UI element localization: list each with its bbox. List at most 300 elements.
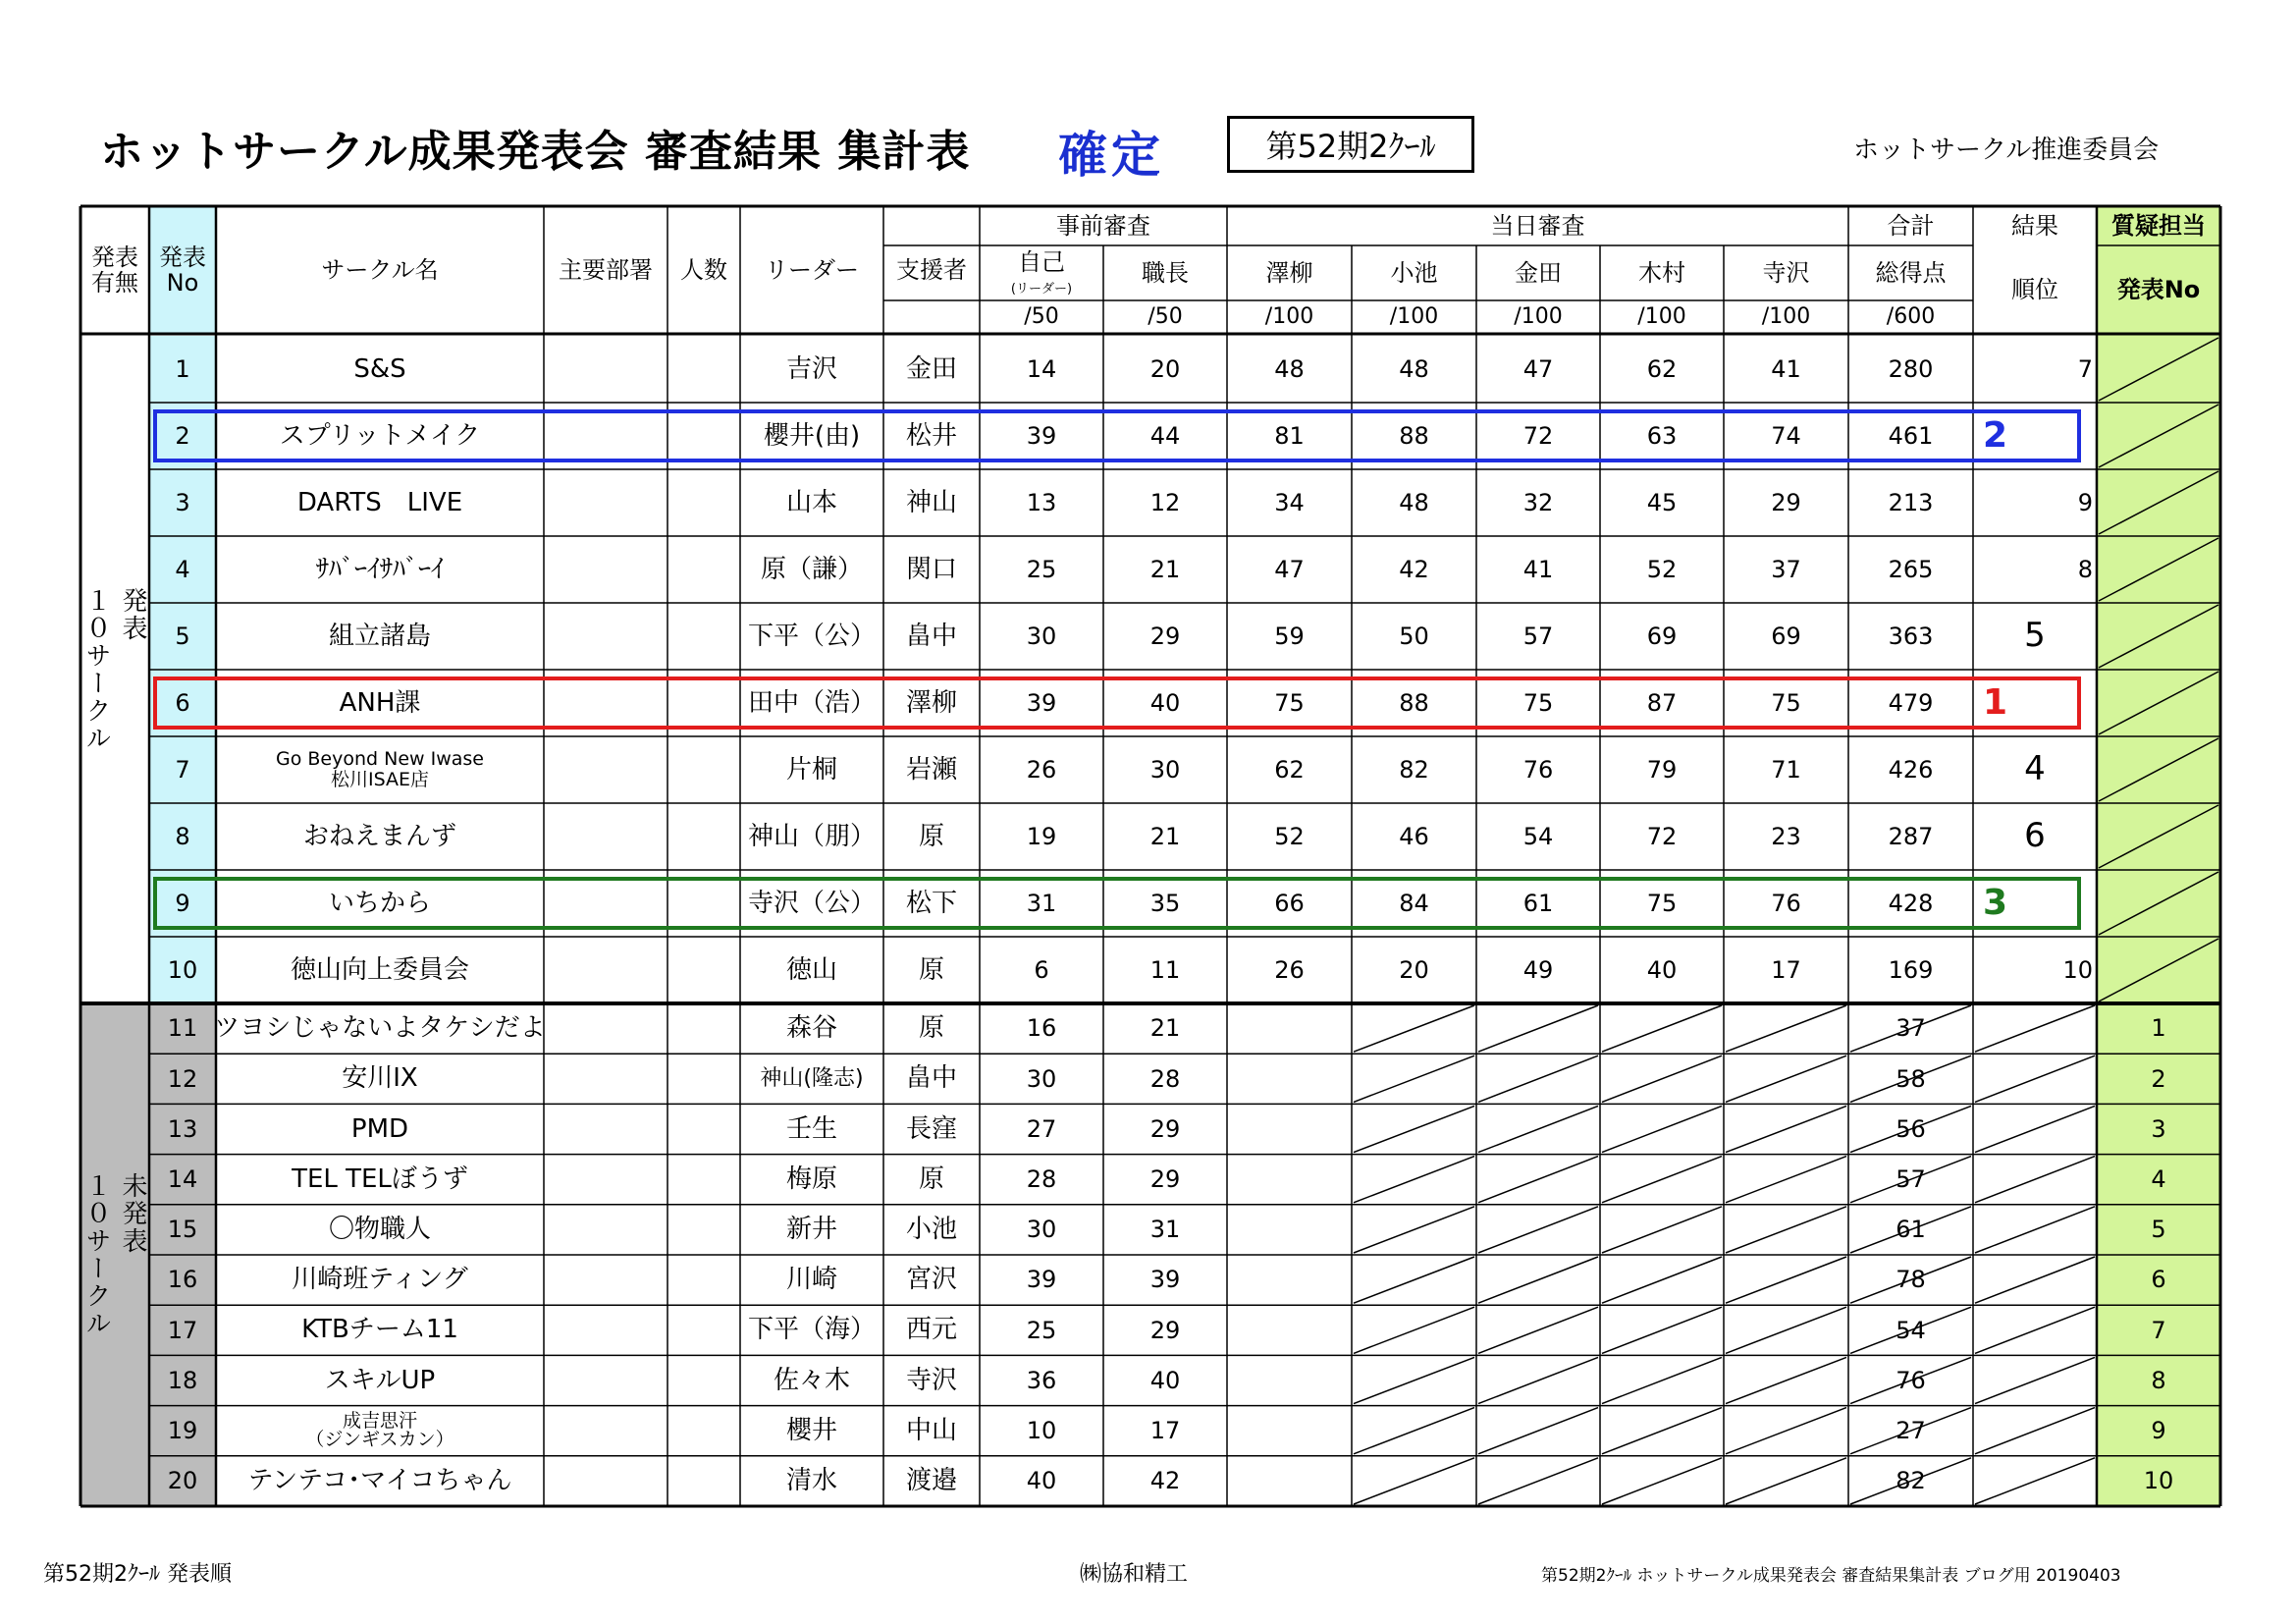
row-no: 19 (167, 1416, 198, 1444)
row-judge-score: 62 (1646, 354, 1678, 383)
row-supporter: 畠中 (905, 1063, 957, 1094)
header-self: 自己 (1018, 248, 1065, 277)
header-no: 発表 No (159, 243, 206, 297)
diagonal-slash (2099, 939, 2218, 1001)
row-judge-score: 29 (1771, 488, 1801, 516)
row-self-score: 36 (1026, 1366, 1057, 1394)
row-qa-no: 2 (2151, 1064, 2166, 1093)
row-supporter: 西元 (905, 1315, 957, 1345)
row-staff-score: 29 (1149, 1114, 1181, 1143)
row-qa-no: 6 (2151, 1266, 2166, 1294)
row-no: 14 (167, 1164, 198, 1193)
row-staff-score: 20 (1149, 354, 1181, 383)
row-total: 265 (1888, 555, 1934, 583)
row-supporter: 金田 (905, 353, 957, 384)
header-max-judge: /100 (1637, 303, 1686, 329)
row-judge-score: 76 (1771, 889, 1801, 917)
row-qa-no: 1 (2151, 1014, 2166, 1043)
row-judge-score: 75 (1522, 688, 1554, 717)
diagonal-slash (1975, 1307, 2095, 1353)
header-members: 人数 (680, 255, 727, 284)
row-leader: 佐々木 (773, 1365, 850, 1395)
row-circle-name: DARTS LIVE (296, 487, 463, 517)
row-judge-score: 50 (1399, 622, 1429, 650)
row-supporter: 畠中 (905, 621, 957, 651)
diagonal-slash (1726, 1005, 1846, 1052)
section-label-not-presented: 未発表 １０サークル (81, 1172, 147, 1337)
row-judge-score: 84 (1399, 889, 1429, 917)
diagonal-slash (1478, 1408, 1598, 1454)
row-leader: 森谷 (785, 1013, 837, 1044)
highlight-box-rank-2 (153, 409, 2081, 462)
row-circle-name: PMD (350, 1113, 409, 1144)
diagonal-slash (1726, 1257, 1846, 1303)
row-leader: 吉沢 (785, 353, 837, 384)
status-label: 確定 (1058, 127, 1164, 184)
row-total: 76 (1896, 1366, 1926, 1394)
header-day-review: 当日審査 (1490, 211, 1585, 240)
diagonal-slash (1478, 1207, 1598, 1253)
row-circle-name: S&S (353, 353, 406, 384)
diagonal-slash (1726, 1307, 1846, 1353)
row-judge-score: 48 (1399, 354, 1429, 383)
row-no: 18 (167, 1366, 198, 1394)
diagonal-slash (2099, 805, 2218, 868)
circle-name-line2: 松川ISAE店 (330, 769, 430, 790)
row-judge-score: 42 (1399, 555, 1429, 583)
row-judge-score: 40 (1646, 955, 1678, 984)
highlight-box-rank-3 (153, 877, 2081, 930)
row-leader: 壬生 (785, 1113, 837, 1144)
diagonal-slash (1975, 1207, 2095, 1253)
row-no: 7 (175, 755, 190, 784)
diagonal-slash (1354, 1458, 1474, 1504)
row-judge-score: 48 (1274, 354, 1305, 383)
row-judge-score: 63 (1646, 421, 1678, 450)
row-self-score: 30 (1026, 622, 1057, 650)
circle-name-line1: Go Beyond New Iwase (276, 748, 484, 771)
row-supporter: 松下 (905, 888, 957, 918)
row-circle-name: おねえまんず (302, 821, 456, 851)
diagonal-slash (1726, 1207, 1846, 1253)
row-circle-name: ANH課 (339, 687, 421, 718)
diagonal-slash (1354, 1106, 1474, 1152)
row-circle-name: TEL TELぼうず (292, 1164, 468, 1194)
row-no: 10 (167, 955, 198, 984)
diagonal-slash (1602, 1408, 1722, 1454)
diagonal-slash (1354, 1207, 1474, 1253)
row-total: 428 (1888, 889, 1934, 917)
row-staff-score: 12 (1149, 488, 1181, 516)
row-no: 20 (167, 1467, 198, 1495)
row-judge-score: 76 (1522, 755, 1554, 784)
diagonal-slash (1602, 1307, 1722, 1353)
row-qa-no: 9 (2151, 1416, 2166, 1444)
diagonal-slash (2099, 538, 2218, 601)
diagonal-slash (1354, 1257, 1474, 1303)
diagonal-slash (1975, 1106, 2095, 1152)
row-self-score: 30 (1026, 1216, 1057, 1244)
diagonal-slash (1602, 1257, 1722, 1303)
row-judge-score: 59 (1274, 622, 1305, 650)
header-judge-4: 木村 (1638, 258, 1685, 287)
row-total: 287 (1888, 822, 1934, 850)
row-judge-score: 66 (1274, 889, 1305, 917)
header-circle-name: サークル名 (321, 255, 439, 284)
diagonal-slash (1478, 1106, 1598, 1152)
row-no: 16 (167, 1266, 198, 1294)
header-qa-no: 発表No (2116, 275, 2201, 303)
row-staff-score: 44 (1149, 421, 1181, 450)
diagonal-slash (1602, 1056, 1722, 1102)
row-rank: 9 (2077, 488, 2093, 516)
diagonal-slash (1975, 1408, 2095, 1454)
row-total: 56 (1896, 1114, 1926, 1143)
row-judge-score: 74 (1771, 421, 1801, 450)
diagonal-slash (1602, 1157, 1722, 1203)
row-total: 280 (1888, 354, 1934, 383)
diagonal-slash (2099, 872, 2218, 935)
row-circle-name: スプリットメイク (279, 420, 481, 451)
row-judge-score: 88 (1399, 688, 1429, 717)
row-rank: 1 (1983, 682, 2008, 724)
row-no: 5 (175, 622, 190, 650)
diagonal-slash (1975, 1458, 2095, 1504)
row-no: 1 (175, 354, 190, 383)
header-max-total: /600 (1886, 303, 1936, 329)
row-self-score: 19 (1026, 822, 1057, 850)
row-staff-score: 40 (1149, 1366, 1181, 1394)
row-supporter: 原 (918, 1013, 944, 1044)
row-supporter: 小池 (905, 1215, 957, 1245)
row-rank: 3 (1983, 883, 2008, 924)
row-self-score: 40 (1026, 1467, 1057, 1495)
row-judge-score: 34 (1274, 488, 1305, 516)
row-staff-score: 21 (1149, 822, 1181, 850)
diagonal-slash (2099, 738, 2218, 801)
row-leader: 片桐 (785, 754, 837, 785)
row-judge-score: 72 (1522, 421, 1554, 450)
row-judge-score: 45 (1646, 488, 1678, 516)
row-staff-score: 29 (1149, 622, 1181, 650)
row-leader: 田中（浩） (747, 687, 876, 718)
row-qa-no: 7 (2151, 1316, 2166, 1344)
diagonal-slash (1354, 1005, 1474, 1052)
row-judge-score: 61 (1522, 889, 1554, 917)
row-judge-score: 79 (1646, 755, 1678, 784)
diagonal-slash (2099, 605, 2218, 668)
row-total: 479 (1888, 688, 1934, 717)
row-total: 363 (1888, 622, 1934, 650)
section-label-presented: 発表 １０サークル (81, 587, 147, 752)
header-total: 総得点 (1875, 258, 1947, 287)
footer-left: 第52期2ｸｰﾙ 発表順 (43, 1562, 232, 1587)
diagonal-slash (1354, 1056, 1474, 1102)
row-no: 15 (167, 1216, 198, 1244)
row-supporter: 松井 (905, 420, 957, 451)
row-judge-score: 37 (1771, 555, 1801, 583)
row-supporter: 原 (918, 821, 944, 851)
row-no: 8 (175, 822, 190, 850)
row-judge-score: 75 (1771, 688, 1801, 717)
row-qa-no: 5 (2151, 1216, 2166, 1244)
row-self-score: 6 (1034, 955, 1049, 984)
row-qa-no: 3 (2151, 1114, 2166, 1143)
circle-name-line2: （ジンギスカン） (305, 1429, 454, 1451)
row-total: 27 (1896, 1416, 1926, 1444)
row-judge-score: 75 (1646, 889, 1678, 917)
row-staff-score: 17 (1149, 1416, 1181, 1444)
row-judge-score: 46 (1399, 822, 1429, 850)
row-leader: 新井 (785, 1215, 837, 1245)
row-rank: 6 (2024, 816, 2046, 856)
row-no: 3 (175, 488, 190, 516)
row-staff-score: 11 (1149, 955, 1181, 984)
row-qa-no: 10 (2143, 1467, 2174, 1495)
row-judge-score: 49 (1522, 955, 1554, 984)
diagonal-slash (2099, 405, 2218, 467)
diagonal-slash (1975, 1056, 2095, 1102)
row-total: 54 (1896, 1316, 1926, 1344)
row-rank: 4 (2024, 749, 2046, 789)
row-circle-name: 〇物職人 (328, 1215, 431, 1245)
header-pre-review: 事前審査 (1056, 211, 1150, 240)
diagonal-slash (1354, 1307, 1474, 1353)
row-circle-name: ツヨシじゃないよタケシだよ (214, 1013, 546, 1044)
row-judge-score: 20 (1399, 955, 1429, 984)
row-staff-score: 31 (1149, 1216, 1181, 1244)
row-judge-score: 71 (1771, 755, 1801, 784)
row-judge-score: 72 (1646, 822, 1678, 850)
row-judge-score: 32 (1522, 488, 1554, 516)
header-presented: 発表 有無 (91, 243, 138, 297)
row-no: 2 (175, 421, 190, 450)
header-total-group: 合計 (1887, 211, 1935, 240)
row-self-score: 39 (1026, 421, 1057, 450)
diagonal-slash (2099, 471, 2218, 534)
row-circle-name: 安川IX (342, 1063, 418, 1094)
header-judge-5: 寺沢 (1762, 258, 1810, 287)
row-total: 37 (1896, 1014, 1926, 1043)
row-staff-score: 42 (1149, 1467, 1181, 1495)
row-circle-name: KTBチーム11 (301, 1315, 458, 1345)
header-max-judge: /100 (1389, 303, 1439, 329)
row-leader: 下平（海） (747, 1315, 876, 1345)
row-total: 82 (1896, 1467, 1926, 1495)
row-judge-score: 26 (1274, 955, 1305, 984)
row-judge-score: 41 (1522, 555, 1554, 583)
diagonal-slash (1602, 1357, 1722, 1403)
row-staff-score: 21 (1149, 555, 1181, 583)
row-judge-score: 47 (1274, 555, 1305, 583)
diagonal-slash (1478, 1307, 1598, 1353)
row-judge-score: 47 (1522, 354, 1554, 383)
row-staff-score: 21 (1149, 1014, 1181, 1043)
header-max-judge: /100 (1264, 303, 1314, 329)
row-judge-score: 88 (1399, 421, 1429, 450)
row-leader: 寺沢（公） (747, 888, 876, 918)
row-rank: 7 (2077, 354, 2093, 383)
row-self-score: 13 (1026, 488, 1057, 516)
row-judge-score: 87 (1646, 688, 1678, 717)
row-self-score: 28 (1026, 1164, 1057, 1193)
row-staff-score: 40 (1149, 688, 1181, 717)
row-supporter: 宮沢 (905, 1265, 957, 1295)
row-rank: 10 (2062, 955, 2093, 984)
row-leader: 神山（朋） (747, 821, 876, 851)
row-judge-score: 57 (1522, 622, 1554, 650)
diagonal-slash (1354, 1157, 1474, 1203)
row-judge-score: 41 (1771, 354, 1801, 383)
header-qa-group: 質疑担当 (2111, 211, 2206, 240)
diagonal-slash (1975, 1357, 2095, 1403)
diagonal-slash (1478, 1257, 1598, 1303)
row-total: 61 (1896, 1216, 1926, 1244)
row-supporter: 長窪 (905, 1113, 957, 1144)
row-qa-no: 4 (2151, 1164, 2166, 1193)
row-supporter: 渡邉 (905, 1466, 957, 1496)
row-supporter: 神山 (905, 487, 957, 517)
row-self-score: 25 (1026, 555, 1057, 583)
row-supporter: 岩瀬 (905, 754, 957, 785)
row-circle-name: 徳山向上委員会 (290, 954, 469, 985)
row-no: 9 (175, 889, 190, 917)
diagonal-slash (1975, 1005, 2095, 1052)
diagonal-slash (1354, 1408, 1474, 1454)
row-circle-name: スキルUP (324, 1365, 436, 1395)
footer-company: ㈱協和精工 (1080, 1562, 1189, 1587)
footer-doc-info: 第52期2ｸｰﾙ ホットサークル成果発表会 審査結果集計表 ブログ用 20190403 (1541, 1566, 2121, 1586)
diagonal-slash (1726, 1458, 1846, 1504)
row-supporter: 原 (918, 954, 944, 985)
row-self-score: 31 (1026, 889, 1057, 917)
diagonal-slash (1726, 1106, 1846, 1152)
diagonal-slash (1726, 1056, 1846, 1102)
row-staff-score: 29 (1149, 1164, 1181, 1193)
row-qa-no: 8 (2151, 1366, 2166, 1394)
row-no: 11 (167, 1014, 198, 1043)
row-circle-name (216, 736, 544, 803)
diagonal-slash (1478, 1357, 1598, 1403)
row-self-score: 30 (1026, 1064, 1057, 1093)
diagonal-slash (1602, 1106, 1722, 1152)
header-max-self: /50 (1024, 303, 1059, 329)
diagonal-slash (1602, 1005, 1722, 1052)
header-supporter: 支援者 (896, 255, 967, 284)
page-title: ホットサークル成果発表会 審査結果 集計表 (100, 127, 971, 177)
row-supporter: 関口 (905, 554, 957, 584)
row-judge-score: 69 (1771, 622, 1801, 650)
row-judge-score: 23 (1771, 822, 1801, 850)
row-total: 57 (1896, 1164, 1926, 1193)
diagonal-slash (1726, 1157, 1846, 1203)
diagonal-slash (1478, 1005, 1598, 1052)
row-total: 213 (1888, 488, 1934, 516)
header-judge-1: 澤柳 (1265, 258, 1313, 287)
row-leader: 梅原 (785, 1164, 837, 1194)
organization-name: ホットサークル推進委員会 (1853, 135, 2160, 165)
row-leader: 徳山 (785, 954, 837, 985)
diagonal-slash (1975, 1157, 2095, 1203)
row-no: 12 (167, 1064, 198, 1093)
row-judge-score: 82 (1399, 755, 1429, 784)
row-leader: 下平（公） (747, 621, 876, 651)
row-self-score: 25 (1026, 1316, 1057, 1344)
diagonal-slash (1726, 1408, 1846, 1454)
header-max-judge: /100 (1514, 303, 1563, 329)
circle-name-line1: 成吉思汗 (342, 1410, 417, 1433)
row-leader: 櫻井(由) (763, 420, 861, 451)
row-supporter: 寺沢 (905, 1365, 957, 1395)
diagonal-slash (1478, 1056, 1598, 1102)
row-no: 4 (175, 555, 190, 583)
row-leader: 櫻井 (785, 1415, 837, 1445)
row-self-score: 27 (1026, 1114, 1057, 1143)
diagonal-slash (1726, 1357, 1846, 1403)
row-circle-name (216, 1406, 544, 1456)
diagonal-slash (1602, 1207, 1722, 1253)
diagonal-slash (1975, 1257, 2095, 1303)
row-total: 169 (1888, 955, 1934, 984)
row-circle-name: テンテコ･マイコちゃん (247, 1466, 512, 1496)
row-circle-name: いちから (328, 888, 431, 918)
row-self-score: 14 (1026, 354, 1057, 383)
header-judge-3: 金田 (1515, 258, 1562, 287)
row-leader: 原（謙） (760, 554, 863, 584)
row-judge-score: 81 (1274, 421, 1305, 450)
diagonal-slash (1602, 1458, 1722, 1504)
row-self-score: 39 (1026, 1266, 1057, 1294)
row-self-score: 39 (1026, 688, 1057, 717)
row-no: 6 (175, 688, 190, 717)
row-total: 78 (1896, 1266, 1926, 1294)
header-self-sub: (リーダー) (1010, 282, 1073, 298)
diagonal-slash (1354, 1357, 1474, 1403)
row-judge-score: 52 (1646, 555, 1678, 583)
row-supporter: 澤柳 (905, 687, 957, 718)
row-staff-score: 28 (1149, 1064, 1181, 1093)
row-leader: 山本 (785, 487, 837, 517)
row-judge-score: 75 (1274, 688, 1305, 717)
header-leader: リーダー (765, 255, 859, 284)
row-no: 17 (167, 1316, 198, 1344)
row-total: 58 (1896, 1064, 1926, 1093)
row-leader: 清水 (785, 1466, 837, 1496)
header-dept: 主要部署 (559, 255, 653, 284)
row-total: 461 (1888, 421, 1934, 450)
row-rank: 5 (2024, 616, 2046, 656)
header-max-staff: /50 (1148, 303, 1183, 329)
row-staff-score: 30 (1149, 755, 1181, 784)
period-box: 第52期2ｸｰﾙ (1227, 116, 1474, 173)
row-self-score: 10 (1026, 1416, 1057, 1444)
row-judge-score: 48 (1399, 488, 1429, 516)
row-rank: 8 (2077, 555, 2093, 583)
row-no: 13 (167, 1114, 198, 1143)
row-self-score: 16 (1026, 1014, 1057, 1043)
row-judge-score: 17 (1771, 955, 1801, 984)
header-max-judge: /100 (1761, 303, 1811, 329)
row-judge-score: 54 (1522, 822, 1554, 850)
header-result-group: 結果 (2011, 211, 2058, 240)
row-circle-name: ｻﾊﾞｰｲｻﾊﾞｰｲ (315, 554, 444, 584)
row-self-score: 26 (1026, 755, 1057, 784)
row-circle-name: 組立諸島 (328, 621, 431, 651)
row-staff-score: 29 (1149, 1316, 1181, 1344)
row-total: 426 (1888, 755, 1934, 784)
row-judge-score: 62 (1274, 755, 1305, 784)
row-supporter: 中山 (905, 1415, 957, 1445)
